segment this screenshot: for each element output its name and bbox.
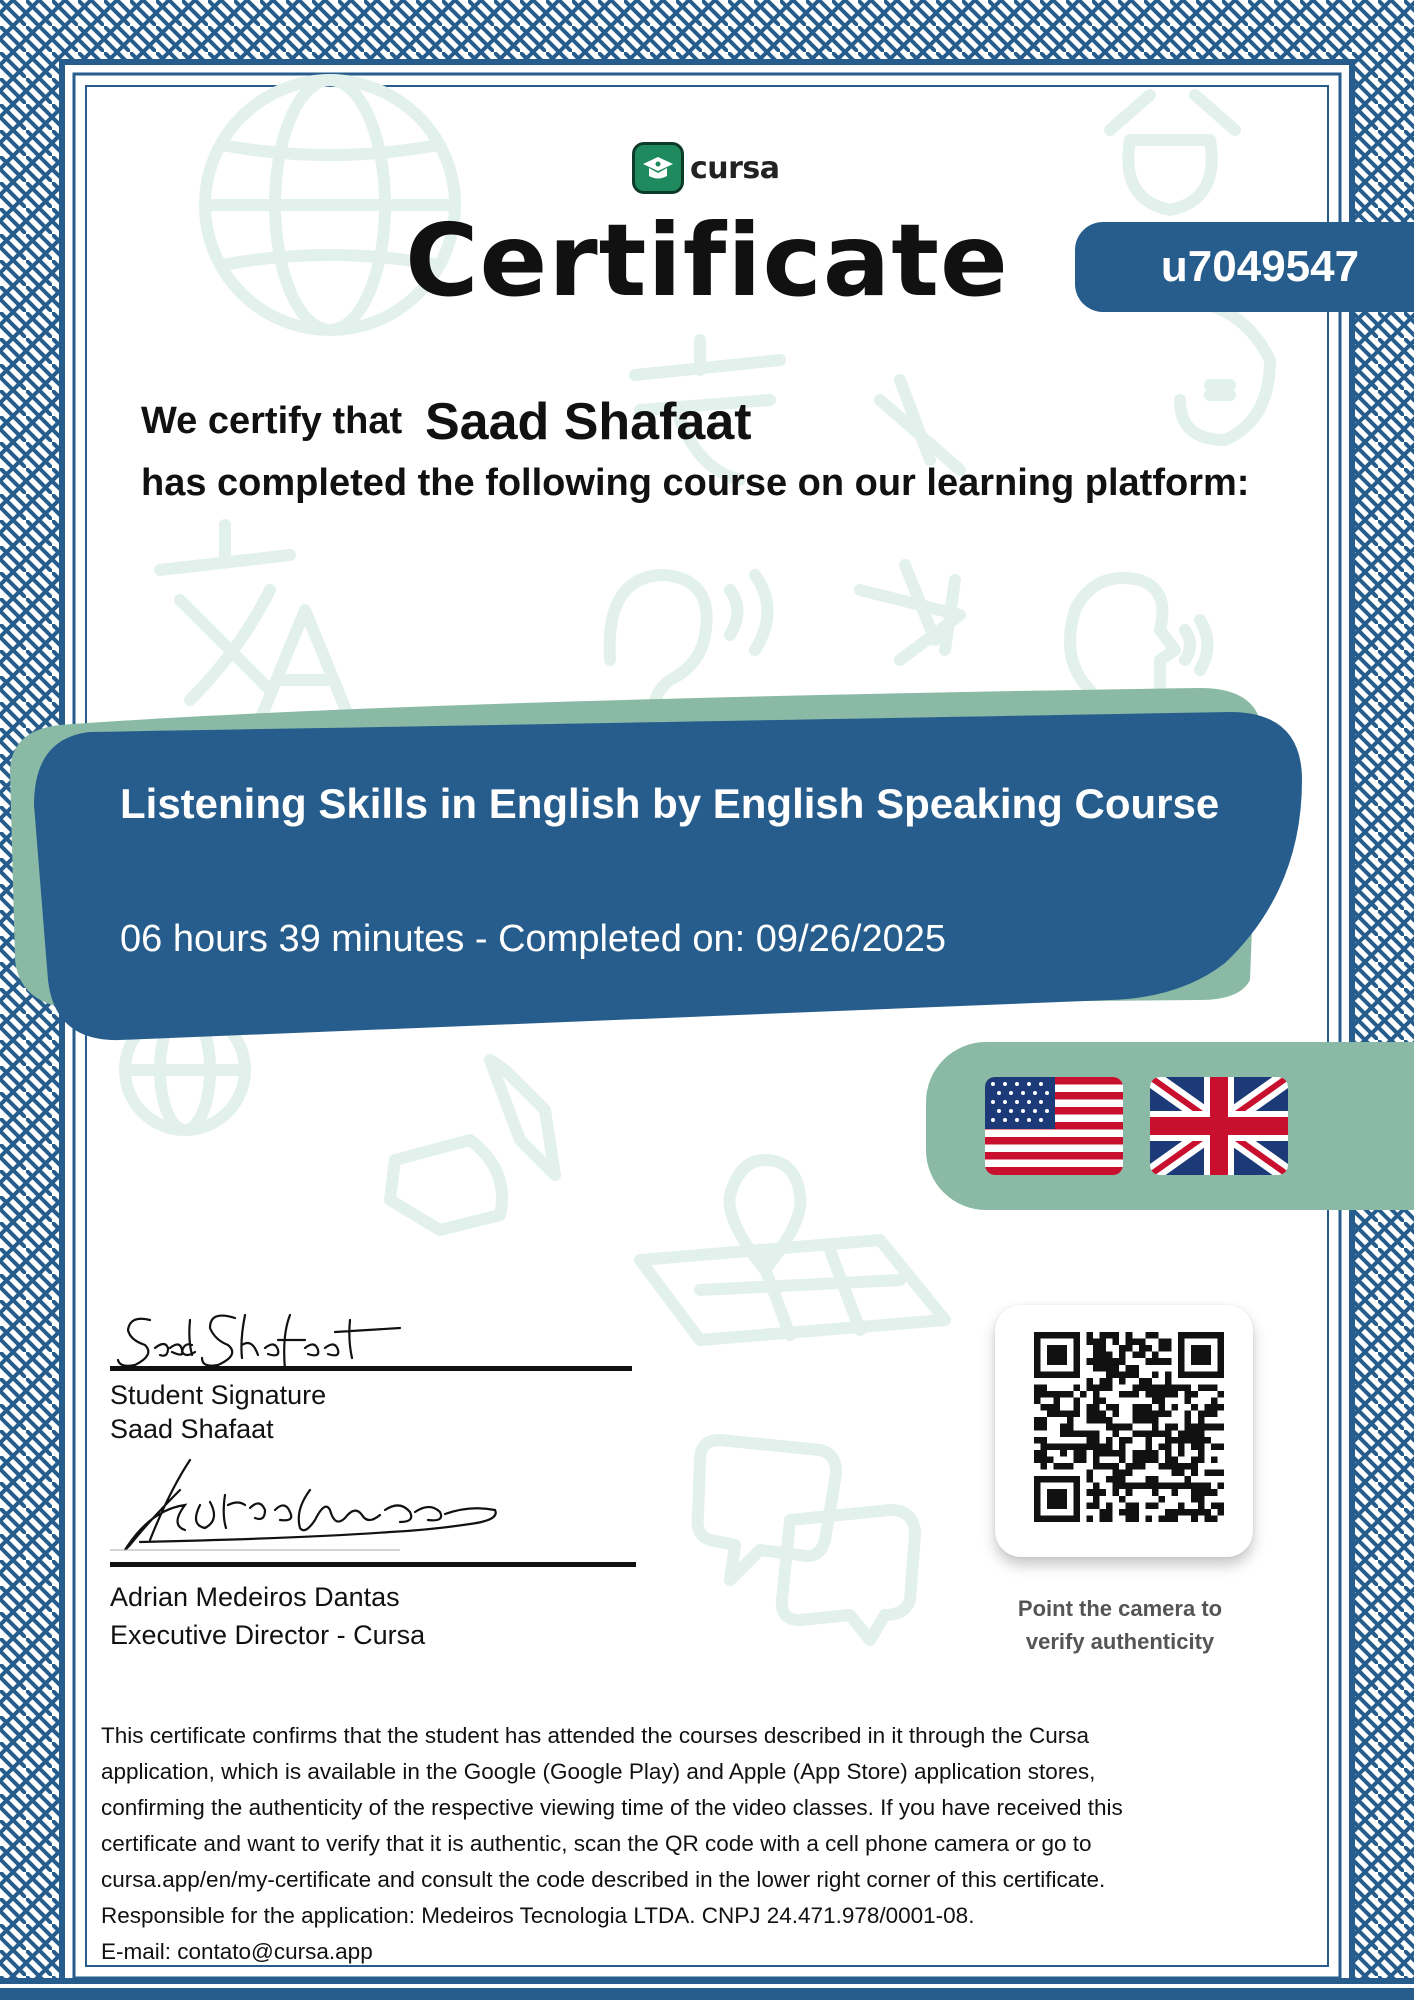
qr-caption: [990, 1592, 1250, 1658]
completed-statement: has completed the following course on our learning platform:: [141, 462, 1250, 504]
footer-line: confirming the authenticity of the respective viewing time of the video classes. If you have received this: [101, 1795, 1123, 1820]
chat-bubbles-icon: [698, 1440, 916, 1640]
director-signature-line: [110, 1562, 636, 1567]
qr-code[interactable]: [1034, 1332, 1224, 1522]
airplane-icon: [860, 565, 960, 660]
certify-prefix: We certify that: [141, 400, 403, 442]
footer-line: E-mail: contato@cursa.app: [101, 1939, 373, 1964]
cursa-logo: [632, 140, 780, 196]
qr-caption-line-2: verify authenticity: [1025, 1629, 1215, 1654]
student-name: Saad Shafaat: [425, 393, 752, 451]
footer-line: certificate and want to verify that it is authentic, scan the QR code with a cell phone camera or go to: [101, 1831, 1092, 1856]
footer-line: This certificate confirms that the student has attended the courses described in it through the Cursa: [101, 1723, 1090, 1748]
footer-line: Responsible for the application: Medeiros Tecnologia LTDA. CNPJ 24.471.978/0001-08.: [101, 1903, 975, 1928]
map-pin-icon: [640, 1160, 945, 1340]
graduation-cap-icon: [632, 142, 684, 194]
footer-line: application, which is available in the Google (Google Play) and Apple (App Store) application stores,: [101, 1759, 1096, 1784]
qr-caption-line-1: Point the camera to: [1017, 1596, 1223, 1621]
student-signature-line: [110, 1366, 632, 1371]
director-signature-handwriting: [110, 1450, 510, 1560]
footer-disclaimer: [101, 1718, 1331, 1970]
footer-line: cursa.app/en/my-certificate and consult the code described in the lower right corner of this certificate.: [101, 1867, 1106, 1892]
sign-language-icon: [390, 1060, 555, 1230]
qr-code-card: [995, 1305, 1253, 1557]
director-title: Executive Director - Cursa: [110, 1620, 426, 1650]
director-name: Adrian Medeiros Dantas: [110, 1582, 400, 1612]
certificate-title: Certificate: [405, 202, 1009, 319]
certificate-code: u7049547: [1160, 242, 1360, 291]
course-title: Listening Skills in English by English Speaking Course: [120, 780, 1220, 827]
logo-wordmark: cursa: [690, 150, 780, 186]
student-signature-name: Saad Shafaat: [110, 1414, 274, 1444]
us-flag-icon: [985, 1077, 1123, 1175]
speaking-head-icon: [1070, 578, 1208, 690]
uk-flag-icon: [1150, 1077, 1288, 1175]
course-duration-date: 06 hours 39 minutes - Completed on: 09/26/2025: [120, 918, 946, 960]
course-banner: [0, 680, 1414, 1050]
student-signature-label: Student Signature: [110, 1380, 327, 1410]
student-signature-handwriting: [110, 1300, 410, 1390]
